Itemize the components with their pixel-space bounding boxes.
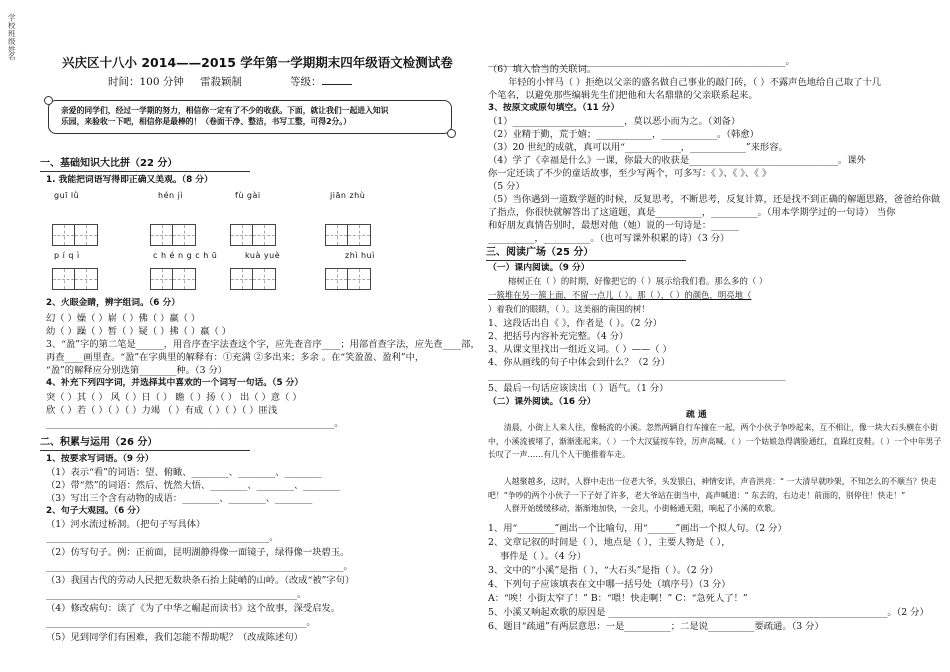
reading-q: 4、你从画线的句子中体会到什么？（2 分） — [488, 357, 671, 368]
reading-q: 5、最后一句话应该读出（ ）语气。（1 分） — [488, 383, 669, 394]
pinyin: p í q ì — [54, 251, 80, 260]
s2-q2-blank: ________________________________________________。 — [46, 532, 279, 543]
reading-q: 1、这段话出自《 》，作者是（ ）。（2 分） — [488, 318, 663, 329]
q2-title: 2、火眼金睛，辨字组词。（6 分） — [46, 298, 181, 308]
section-2-heading: 二、积累与运用（26 分） — [40, 437, 158, 448]
q1-title: 1. 我能把词语写得即正确又美观。（8 分） — [46, 175, 213, 185]
scroll-ring-icon — [44, 96, 53, 105]
story-q: 3、文中的“小溪”是指（ ），“大石头”是指（ ）。（2 分） — [488, 565, 719, 576]
story-q: 1、用“________”画出一个比喻句，用“______”画出一个拟人句。（2 分） — [488, 523, 787, 534]
name-label: 姓名 — [8, 44, 16, 62]
fill-title: 3、按原文或原句填空。（11 分） — [488, 103, 620, 113]
exam-setter: 雷殺颖制 — [200, 76, 242, 88]
reading-extra-title: （二）课外阅读。（16 分） — [488, 397, 596, 407]
s2-q2-blank: ______________________________________________________。 — [46, 589, 307, 600]
q3-line: 再查____画里查。“盈”在字典里的解释有：①充满 ②多出来；多余 。在“笑盈盈、盈利”中， — [46, 352, 425, 363]
s2-q1-title: 1、按要求写词语。（9 分） — [46, 454, 154, 464]
q4-line: 欣（ ）若（ ）（ ）（ ）力竭 （ ）有成（ ）（ ）（ ）匪浅 — [46, 405, 278, 416]
s2-q1-line: （2）带“然”的词语：然后、恍然大悟、________、________、________ — [46, 480, 341, 491]
story-q: 5、小溪又响起欢歌的原因是 ____________________________________________________________。（2 分） — [488, 607, 929, 618]
story-q: 4、下列句子应该填表在文中哪一括号处（填序号）（3 分） — [488, 579, 731, 590]
fill-line: （2）业精于勤，荒于嬉；____________，____________。（韩愈） — [488, 129, 759, 140]
q4-answer: ______________________________________________________________。 — [46, 418, 344, 429]
s2-q2-title: 2、句子大观园。（6 分） — [46, 506, 145, 516]
story-title: 疏 通 — [686, 410, 707, 420]
s2-q2-blank: ________________________________________________________________。 — [46, 561, 353, 572]
q6-line: 年轻的小怦马（ ）拒绝以父亲的盛名做自己事业的敲门砖，（ ）不露声色地给自己取了十几 — [508, 77, 882, 88]
fill-line: 了指点，你很快就解答出了这道题，真是__________，__________。（用本学期学过的一句诗） 当你 — [488, 207, 896, 218]
class-label: 班级 — [8, 28, 16, 46]
passage-line: 榕树正在（ ）的时期，好像把它的（ ）展示给我们看。那么多的（ ） — [508, 276, 768, 286]
s2-q2-sentence: （2）仿写句子。例：正前面，昆明湖静得像一面镜子，绿得像一块碧玉。 — [46, 547, 350, 558]
reading-blank: ________________________________________________________________ — [488, 370, 786, 381]
reading-in-class-title: （一）课内阅读。（9 分） — [488, 263, 590, 273]
exam-title: 兴庆区十八小 2014——2015 学年第一学期期末四年级语文检测试卷 — [62, 55, 453, 70]
exam-time: 时间：100 分钟 — [108, 76, 184, 88]
s2-q1-line: （3）写出三个含有动物的成语：________、________、________ — [46, 493, 313, 504]
pinyin: jiān zhù — [330, 191, 366, 200]
pinyin: hén jì — [158, 191, 184, 200]
section-1-heading-bar — [40, 158, 250, 172]
student-info-margin — [8, 14, 22, 61]
fill-line: 你一定还读了不少的童话故事，至少写两个，可多写：《 》、《 》、《 》 — [488, 168, 772, 179]
writing-grid[interactable] — [52, 268, 98, 290]
pinyin: fù gài — [235, 191, 261, 200]
s2-q1-line: （1）表示“看”的词语：望、俯瞰、________、________、________ — [46, 467, 322, 478]
story-paragraph: 人越聚越多，这时，人群中走出一位老大爷，头发银白，神情安详，声音洪亮：“ 一大清早就吵架，不知怎么的不顺当？快走吧！”争吵的两个小伙子一下子好了许多，老大爷站在街当中，高声喊道：“ 东去的，右边走！前面的，别停住！快走！” — [488, 477, 937, 500]
fill-line: （4）学了《幸福是什么》一课，你最大的收获是________________________________。课外 — [488, 155, 866, 166]
story-q: 6、题目“疏通”有两层意思：一是__________；二是说__________要疏通。（3 分） — [488, 621, 824, 632]
fill-line: 和好朋友真情告别时，最想对他（她）说的一句诗是：______ — [488, 220, 740, 231]
s2-q2-blank: ________________________________________________________。 — [46, 617, 316, 628]
writing-grid[interactable] — [230, 268, 276, 290]
section-1-heading: 一、基础知识大比拼（22 分） — [40, 158, 178, 169]
q3-line: “盈”的解释应分别选第________种。（3 分） — [46, 365, 228, 376]
s2-q2-sentence: （5）见到同学们有困难，我们怎能不帮助呢？（改成陈述句） — [46, 632, 303, 643]
s2-q2-sentence: （1）河水流过桥洞。（把句子写具体） — [46, 519, 206, 530]
s2-q2-sentence: （3）我国古代的劳动人民把无数块条石抬上陡峭的山岭。（改成“被”字句） — [46, 575, 355, 586]
notice-line-2: 乐园，来验收一下吧，相信你是最棒的！（卷面干净、整洁，书写工整，可得2分。） — [61, 117, 352, 127]
school-label: 学校 — [8, 13, 16, 30]
story-paragraph: 清晨，小街上人来人往，像畅流的小溪。忽然两辆自行车撞在一起，两个小伙子争吵起来，互不相让，像一块大石头横在小街中，小溪流被堵了，渐渐涨起来。（ ）一个大汉猛按车铃，厉声高喊。（ ）一个姑娘急得满脸通红，直跺红皮鞋。（ ）一个中年男子长叹了一声……有几个人干脆推着车走。 — [488, 423, 942, 460]
scroll-ring-icon — [447, 129, 456, 138]
grade-label: 等级： — [290, 76, 352, 89]
pinyin: c h é n g c h ū — [153, 251, 218, 260]
writing-grid[interactable] — [150, 268, 196, 290]
pinyin: guī lǜ — [54, 191, 80, 200]
story-paragraph: 人群开始缓缓移动，渐渐地加快，一会儿，小街畅通无阻，响起了小溪的欢歌。 — [503, 504, 780, 513]
q4-title: 4、补充下列四字词，并选择其中喜欢的一个词写一句话。（5 分） — [46, 378, 304, 388]
q6-line: 个笔名，以避免那些编辑先生们把他和大名鼎鼎的父亲联系起来。 — [488, 90, 758, 101]
section-3-heading: 三、阅读广场（25 分） — [486, 247, 594, 258]
reading-q: 3、从课文里找出一组近义词。（ ）——（ ） — [488, 344, 672, 355]
section-3-heading-bar — [486, 247, 686, 261]
q2-row: 幼（ ）躁（ ）暂（ ）疑（ ）拂（ ）羸（ ） — [46, 326, 232, 337]
continued-blank: ________________________________________________________________。 — [488, 56, 795, 67]
writing-grid[interactable] — [230, 224, 276, 246]
reading-q: 2、把括号内容补充完整。（4 分） — [488, 331, 629, 342]
passage-line: 一簇堆在另一簇上面，不留一点儿（ ）。那（ ），（ ）的颜色，明亮地（ — [488, 290, 752, 300]
writing-grid[interactable] — [325, 224, 371, 246]
q3-line: 3、“盈”字的第二笔是______，用音序查字法查这个字，应先查音序____；用部首查字法，应先查____部， — [46, 339, 480, 350]
section-2-heading-bar — [40, 437, 250, 451]
writing-grid[interactable] — [325, 268, 371, 290]
fill-line: __________，__________。（也可写课外积累的诗）（3 分） — [488, 233, 730, 244]
fill-line: （1）________________________，莫以恶小而为之。（刘备） — [488, 116, 741, 127]
story-q: 2、文章记叙的时间是（ ），地点是（ ），主要人物是（ ）， — [488, 537, 731, 548]
fill-line: （5）当你遇到一道数学题的时候，反复思考，不断思考，反复计算，还是找不到正确的解题思路，爸爸给你做 — [488, 194, 941, 205]
pinyin: kuà yuè — [245, 251, 281, 260]
story-q: 事件是（ ）。（4 分） — [500, 551, 587, 562]
pinyin: zhì huì — [345, 251, 375, 260]
q6-title: （6）填入恰当的关联词。 — [488, 64, 597, 75]
writing-grid[interactable] — [52, 224, 98, 246]
s2-q2-sentence: （4）修改病句：读了《为了中华之崛起而读书》这个故事，深受启发。 — [46, 603, 341, 614]
story-q: A：“唉！小街太窄了！” B：“喂！快走啊！” C：“急死人了！” — [488, 593, 748, 604]
passage-line: ）着我们的眼睛，（ ）。这美丽的南国的树！ — [488, 304, 650, 314]
notice-box — [48, 100, 452, 134]
fill-line: （3）20 世纪的成就，真可以用“____________，____________”来形容。 — [488, 142, 788, 153]
q4-line: 突（ ）其（ ） 风（ ）日（ ） 瞻（ ）扬（ ） 出（ ）意（ ） — [46, 392, 302, 403]
q2-row: 幻（ ）燥（ ）崭（ ）佛（ ）赢（ ） — [46, 313, 201, 324]
notice-line-1: 亲爱的同学们，经过一学期的努力，相信你一定有了不少的收获。下面，就让我们一起进入知识 — [61, 106, 389, 115]
writing-grid[interactable] — [150, 224, 196, 246]
fill-line: （5 分） — [488, 181, 525, 192]
